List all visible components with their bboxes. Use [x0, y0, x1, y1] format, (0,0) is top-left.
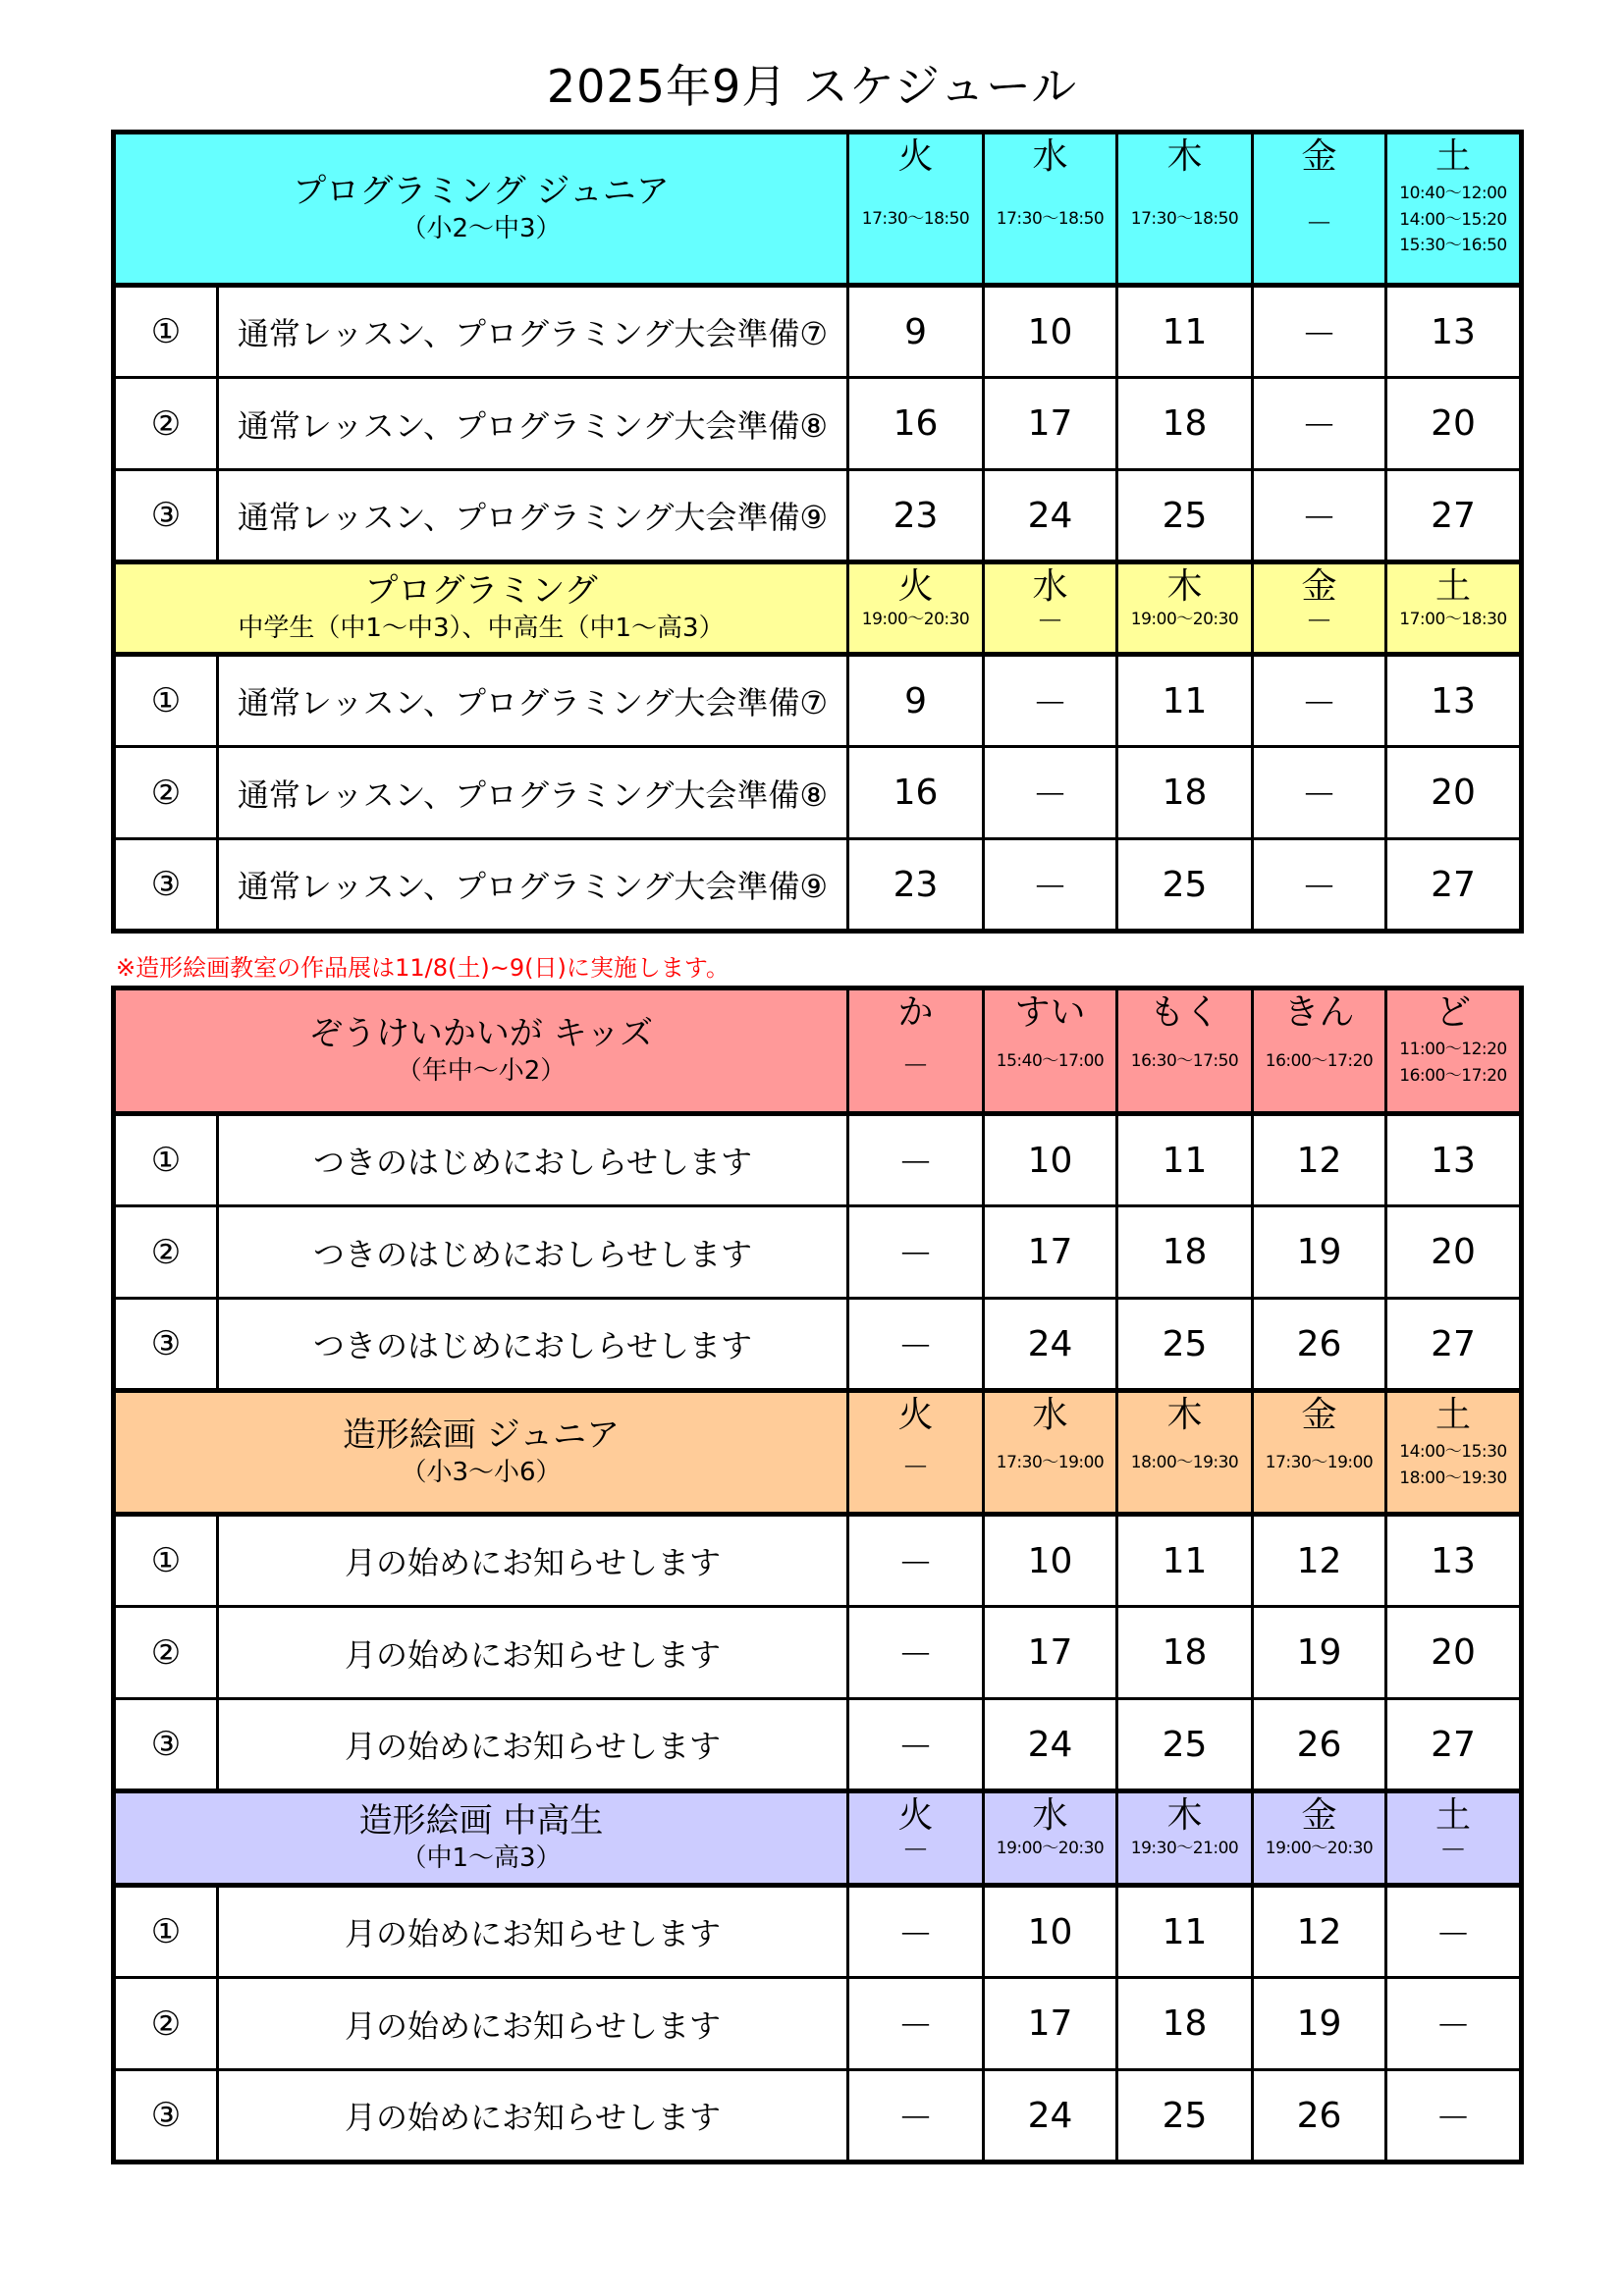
lesson-date: 27 — [1386, 839, 1522, 932]
class-times — [1118, 1452, 1251, 1474]
lesson-date: 9 — [848, 655, 984, 747]
course-title-cell — [114, 133, 848, 286]
weekday-header — [1117, 133, 1253, 286]
lesson-date: 18 — [1117, 747, 1253, 839]
weekday-name: 火 — [897, 1395, 934, 1435]
lesson-date: 17 — [984, 1978, 1117, 2070]
lesson-date: 11 — [1117, 1114, 1253, 1206]
schedule-table-programming — [111, 130, 1524, 934]
lesson-content: つきのはじめにおしらせします — [218, 1114, 848, 1206]
class-time: 18:00～19:30 — [1399, 1468, 1507, 1488]
lesson-date: 19 — [1253, 1978, 1386, 2070]
lesson-date: － — [984, 655, 1117, 747]
class-time: 19:00～20:30 — [1265, 1839, 1374, 1859]
lesson-date: 26 — [1253, 2070, 1386, 2163]
no-class-dash: － — [901, 1049, 930, 1083]
lesson-date: － — [984, 839, 1117, 932]
lesson-date: － — [1253, 655, 1386, 747]
class-times — [1118, 609, 1251, 631]
class-times — [1387, 1439, 1519, 1491]
class-time: 10:40～12:00 — [1399, 184, 1507, 204]
class-times — [1254, 1838, 1384, 1860]
lesson-date: 27 — [1386, 1699, 1522, 1791]
class-times — [849, 1051, 982, 1082]
weekday-header — [1386, 1391, 1522, 1515]
class-times — [1387, 181, 1519, 258]
class-times — [1118, 1838, 1251, 1860]
class-time: 17:30～18:50 — [996, 209, 1105, 230]
lesson-content: 月の始めにお知らせします — [218, 1699, 848, 1791]
lesson-date: － — [848, 1607, 984, 1699]
lesson-content: 月の始めにお知らせします — [218, 1886, 848, 1978]
lesson-date: － — [848, 1114, 984, 1206]
lesson-number: ① — [114, 1886, 218, 1978]
page-title: 2025年9月 スケジュール — [546, 60, 1078, 113]
lesson-date: 16 — [848, 747, 984, 839]
lesson-date: － — [848, 1206, 984, 1299]
lesson-date: － — [1253, 747, 1386, 839]
weekday-name: 木 — [1166, 1395, 1203, 1435]
class-times — [1254, 607, 1384, 637]
lesson-content: 通常レッスン、プログラミング大会準備⑧ — [218, 747, 848, 839]
class-time: 19:00～20:30 — [996, 1839, 1105, 1859]
class-times — [1118, 208, 1251, 231]
weekday-header — [984, 1791, 1117, 1886]
class-time: 16:00～17:20 — [1399, 1065, 1507, 1086]
weekday-header — [984, 133, 1117, 286]
course-name: プログラミング ジュニア — [293, 172, 670, 212]
lesson-date: － — [1253, 378, 1386, 470]
lesson-date: 11 — [1117, 655, 1253, 747]
table-row — [114, 655, 1522, 747]
lesson-date: 20 — [1386, 1607, 1522, 1699]
lesson-content: 通常レッスン、プログラミング大会準備⑧ — [218, 378, 848, 470]
lesson-date: － — [1386, 1978, 1522, 2070]
class-time: 14:00～15:30 — [1399, 1442, 1507, 1463]
lesson-date: 10 — [984, 1114, 1117, 1206]
weekday-name: 火 — [897, 1795, 934, 1836]
weekday-header — [1386, 133, 1522, 286]
class-time: 18:00～19:30 — [1130, 1453, 1239, 1473]
weekday-name: 火 — [897, 566, 934, 607]
lesson-date: 24 — [984, 2070, 1117, 2163]
lesson-number: ① — [114, 286, 218, 378]
weekday-header — [1253, 133, 1386, 286]
lesson-date: － — [848, 1978, 984, 2070]
class-times — [849, 1836, 982, 1866]
weekday-name: 木 — [1166, 566, 1203, 607]
lesson-date: 13 — [1386, 1114, 1522, 1206]
weekday-header — [1253, 988, 1386, 1114]
lesson-date: 17 — [984, 1607, 1117, 1699]
weekday-name: 金 — [1301, 566, 1337, 607]
course-name: 造形絵画 ジュニア — [342, 1415, 621, 1456]
weekday-header — [848, 1791, 984, 1886]
weekday-name: か — [897, 992, 934, 1033]
lesson-number: ③ — [114, 2070, 218, 2163]
lesson-date: 25 — [1117, 1299, 1253, 1391]
weekday-name: 水 — [1032, 1795, 1068, 1836]
no-class-dash: － — [1305, 605, 1333, 638]
table-row — [114, 1114, 1522, 1206]
lesson-date: － — [848, 1299, 984, 1391]
lesson-date: － — [848, 1515, 984, 1607]
weekday-header — [848, 988, 984, 1114]
lesson-content: 月の始めにお知らせします — [218, 1515, 848, 1607]
lesson-date: － — [1253, 470, 1386, 562]
lesson-date: 25 — [1117, 839, 1253, 932]
class-time: 15:40～17:00 — [996, 1051, 1105, 1072]
lesson-number: ① — [114, 655, 218, 747]
weekday-header — [848, 1391, 984, 1515]
class-times — [985, 1050, 1115, 1073]
lesson-date: 12 — [1253, 1114, 1386, 1206]
table-row — [114, 286, 1522, 378]
lesson-date: 26 — [1253, 1699, 1386, 1791]
lesson-date: 25 — [1117, 2070, 1253, 2163]
lesson-number: ② — [114, 1978, 218, 2070]
lesson-date: 17 — [984, 378, 1117, 470]
lesson-content: 月の始めにお知らせします — [218, 1607, 848, 1699]
weekday-header — [1253, 562, 1386, 655]
course-title-cell — [114, 562, 848, 655]
class-time: 19:30～21:00 — [1130, 1839, 1239, 1859]
lesson-date: 18 — [1117, 1206, 1253, 1299]
section-header-row — [114, 133, 1522, 286]
class-times — [1387, 609, 1519, 631]
no-class-dash: － — [1439, 1834, 1468, 1867]
weekday-name: もく — [1149, 992, 1220, 1033]
weekday-name: 土 — [1435, 1395, 1472, 1435]
weekday-header — [1386, 988, 1522, 1114]
class-times — [985, 208, 1115, 231]
class-times — [1387, 1836, 1519, 1866]
section-header-row — [114, 1391, 1522, 1515]
class-times — [849, 208, 982, 231]
lesson-content: 月の始めにお知らせします — [218, 2070, 848, 2163]
class-time: 11:00～12:20 — [1399, 1040, 1507, 1060]
table-row — [114, 1978, 1522, 2070]
lesson-date: 27 — [1386, 1299, 1522, 1391]
class-time: 19:00～20:30 — [1130, 610, 1239, 630]
lesson-content: 月の始めにお知らせします — [218, 1978, 848, 2070]
weekday-name: 土 — [1435, 1795, 1472, 1836]
weekday-header — [1253, 1391, 1386, 1515]
lesson-content: つきのはじめにおしらせします — [218, 1299, 848, 1391]
weekday-header — [984, 988, 1117, 1114]
course-target: （年中～小2） — [396, 1055, 567, 1086]
lesson-content: つきのはじめにおしらせします — [218, 1206, 848, 1299]
lesson-date: 11 — [1117, 1515, 1253, 1607]
lesson-number: ② — [114, 1607, 218, 1699]
lesson-date: 23 — [848, 470, 984, 562]
table-row — [114, 2070, 1522, 2163]
class-times — [1254, 209, 1384, 240]
class-time: 17:30～19:00 — [1265, 1453, 1374, 1473]
weekday-name: 火 — [897, 136, 934, 177]
lesson-date: － — [848, 1699, 984, 1791]
weekday-name: 金 — [1301, 136, 1337, 177]
class-time: 16:30～17:50 — [1130, 1051, 1239, 1072]
lesson-date: 24 — [984, 1699, 1117, 1791]
lesson-number: ① — [114, 1515, 218, 1607]
lesson-date: 24 — [984, 1299, 1117, 1391]
lesson-date: 10 — [984, 286, 1117, 378]
lesson-date: 27 — [1386, 470, 1522, 562]
weekday-name: 水 — [1032, 566, 1068, 607]
weekday-header — [1117, 1791, 1253, 1886]
lesson-date: 16 — [848, 378, 984, 470]
lesson-date: 20 — [1386, 1206, 1522, 1299]
lesson-number: ② — [114, 747, 218, 839]
lesson-date: 13 — [1386, 1515, 1522, 1607]
class-time: 16:00～17:20 — [1265, 1051, 1374, 1072]
lesson-date: 10 — [984, 1515, 1117, 1607]
table-row — [114, 1886, 1522, 1978]
table-row — [114, 1515, 1522, 1607]
weekday-name: ど — [1435, 992, 1472, 1033]
lesson-date: 20 — [1386, 378, 1522, 470]
lesson-number: ② — [114, 1206, 218, 1299]
weekday-header — [1386, 1791, 1522, 1886]
no-class-dash: － — [1036, 605, 1064, 638]
lesson-date: 19 — [1253, 1206, 1386, 1299]
lesson-date: 18 — [1117, 1978, 1253, 2070]
class-time: 17:30～18:50 — [1130, 209, 1239, 230]
lesson-date: 20 — [1386, 747, 1522, 839]
table-row — [114, 1699, 1522, 1791]
weekday-header — [1253, 1791, 1386, 1886]
weekday-name: 水 — [1032, 1395, 1068, 1435]
class-time: 17:00～18:30 — [1399, 610, 1507, 630]
class-times — [1254, 1050, 1384, 1073]
lesson-date: 13 — [1386, 286, 1522, 378]
table-row — [114, 378, 1522, 470]
weekday-name: すい — [1014, 992, 1086, 1033]
lesson-number: ③ — [114, 1299, 218, 1391]
no-class-dash: － — [901, 1451, 930, 1484]
no-class-dash: － — [1305, 207, 1333, 240]
lesson-date: 12 — [1253, 1515, 1386, 1607]
lesson-date: 18 — [1117, 378, 1253, 470]
weekday-name: 金 — [1301, 1795, 1337, 1836]
table-row — [114, 470, 1522, 562]
weekday-header — [848, 133, 984, 286]
lesson-date: 24 — [984, 470, 1117, 562]
lesson-date: 11 — [1117, 1886, 1253, 1978]
class-time: 19:00～20:30 — [861, 610, 970, 630]
class-time: 17:30～18:50 — [861, 209, 970, 230]
weekday-name: 土 — [1435, 136, 1472, 177]
lesson-date: 17 — [984, 1206, 1117, 1299]
lesson-date: 13 — [1386, 655, 1522, 747]
lesson-number: ① — [114, 1114, 218, 1206]
table-row — [114, 1206, 1522, 1299]
weekday-header — [1117, 988, 1253, 1114]
weekday-name: 木 — [1166, 136, 1203, 177]
class-times — [849, 609, 982, 631]
lesson-date: 18 — [1117, 1607, 1253, 1699]
course-name: 造形絵画 中高生 — [358, 1801, 604, 1842]
class-times — [1387, 1037, 1519, 1089]
lesson-date: － — [1386, 2070, 1522, 2163]
lesson-date: 25 — [1117, 1699, 1253, 1791]
table-row — [114, 1299, 1522, 1391]
weekday-name: 土 — [1435, 566, 1472, 607]
table-row — [114, 1607, 1522, 1699]
course-target: 中学生（中1～中3）、中高生（中1～高3） — [238, 613, 725, 643]
section-header-row — [114, 988, 1522, 1114]
class-times — [985, 607, 1115, 637]
class-times — [1118, 1050, 1251, 1073]
lesson-date: － — [1253, 286, 1386, 378]
class-times — [985, 1838, 1115, 1860]
lesson-date: 10 — [984, 1886, 1117, 1978]
class-time: 17:30～19:00 — [996, 1453, 1105, 1473]
class-time: 14:00～15:20 — [1399, 209, 1507, 230]
class-times — [849, 1453, 982, 1483]
no-class-dash: － — [901, 1834, 930, 1867]
lesson-date: － — [1386, 1886, 1522, 1978]
lesson-date: － — [1253, 839, 1386, 932]
class-times — [1254, 1452, 1384, 1474]
section-header-row — [114, 1791, 1522, 1886]
weekday-header — [1117, 1391, 1253, 1515]
table-row — [114, 839, 1522, 932]
lesson-number: ③ — [114, 470, 218, 562]
weekday-header — [1386, 562, 1522, 655]
lesson-date: 11 — [1117, 286, 1253, 378]
weekday-name: 木 — [1166, 1795, 1203, 1836]
lesson-date: 26 — [1253, 1299, 1386, 1391]
schedule-table-art — [111, 986, 1524, 2164]
lesson-date: 23 — [848, 839, 984, 932]
lesson-date: 12 — [1253, 1886, 1386, 1978]
lesson-date: － — [984, 747, 1117, 839]
lesson-content: 通常レッスン、プログラミング大会準備⑨ — [218, 839, 848, 932]
lesson-content: 通常レッスン、プログラミング大会準備⑦ — [218, 655, 848, 747]
lesson-content: 通常レッスン、プログラミング大会準備⑦ — [218, 286, 848, 378]
course-title-cell — [114, 1391, 848, 1515]
class-times — [985, 1452, 1115, 1474]
weekday-name: 金 — [1301, 1395, 1337, 1435]
weekday-header — [1117, 562, 1253, 655]
exhibition-note: ※造形絵画教室の作品展は11/8(土)~9(日)に実施します。 — [116, 954, 730, 982]
lesson-date: 25 — [1117, 470, 1253, 562]
lesson-number: ③ — [114, 839, 218, 932]
lesson-number: ② — [114, 378, 218, 470]
course-target: （小2～中3） — [401, 213, 562, 243]
weekday-header — [848, 562, 984, 655]
table-row — [114, 747, 1522, 839]
course-target: （小3～小6） — [401, 1457, 562, 1487]
lesson-date: － — [848, 1886, 984, 1978]
weekday-name: きん — [1283, 992, 1355, 1033]
course-title-cell — [114, 1791, 848, 1886]
lesson-date: － — [848, 2070, 984, 2163]
lesson-date: 9 — [848, 286, 984, 378]
course-name: ぞうけいかいが キッズ — [308, 1014, 654, 1054]
lesson-content: 通常レッスン、プログラミング大会準備⑨ — [218, 470, 848, 562]
weekday-name: 水 — [1032, 136, 1068, 177]
course-target: （中1～高3） — [401, 1842, 562, 1873]
course-title-cell — [114, 988, 848, 1114]
section-header-row — [114, 562, 1522, 655]
lesson-date: 19 — [1253, 1607, 1386, 1699]
lesson-number: ③ — [114, 1699, 218, 1791]
weekday-header — [984, 562, 1117, 655]
weekday-header — [984, 1391, 1117, 1515]
class-time: 15:30～16:50 — [1399, 236, 1507, 256]
course-name: プログラミング — [364, 571, 598, 612]
